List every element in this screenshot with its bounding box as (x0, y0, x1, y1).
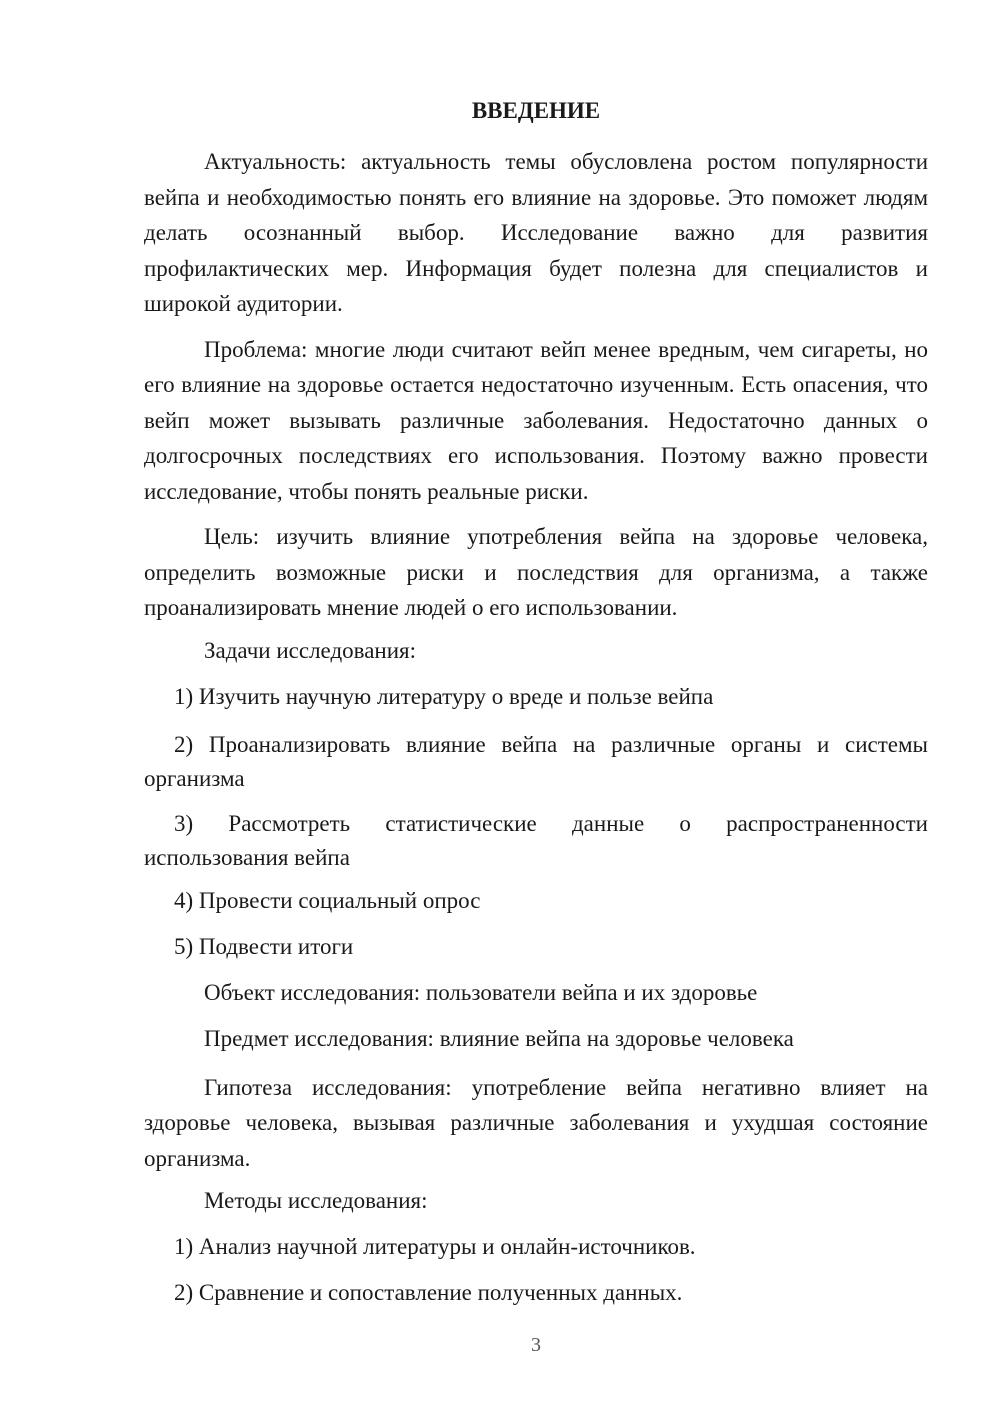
method-item: 2) Сравнение и сопоставление полученных данных. (174, 1280, 683, 1305)
task-item: 1) Изучить научную литературу о вреде и пользе вейпа (174, 683, 714, 709)
tasks-title: Задачи исследования: (204, 637, 417, 663)
subject-line: Предмет исследования: влияние вейпа на здоровье человека (204, 1025, 794, 1051)
methods-title: Методы исследования: (204, 1188, 428, 1213)
relevance-paragraph: Актуальность: актуальность темы обусловлена ростом популярности вейпа и необходимостью понять его влияние на здоровье. Это поможет людям делать осознанный выбор. Исследование важно для развития профилактических мер. Информация будет полезна для специалистов и широкой аудитории. (144, 149, 928, 316)
object-line: Объект исследования: пользователи вейпа и их здоровье (204, 979, 758, 1005)
task-item: 3) Рассмотреть статистические данные о распространенности использования вейпа (144, 810, 928, 870)
hypothesis-paragraph: Гипотеза исследования: употребление вейпа негативно влияет на здоровье человека, вызывая различные заболевания и ухудшая состояние организма. (144, 1074, 928, 1171)
page-number: 3 (531, 1334, 541, 1356)
task-item: 4) Провести социальный опрос (174, 887, 481, 913)
section-heading: ВВЕДЕНИЕ (471, 98, 601, 123)
problem-paragraph: Проблема: многие люди считают вейп менее вредным, чем сигареты, но его влияние на здоровье остается недостаточно изученным. Есть опасения, что вейп может вызывать различные заболевания. Недостаточно данных о долгосрочных последствиях его использования. Поэтому важно провести исследование, чтобы понять реальные риски. (144, 336, 928, 504)
page-body (144, 96, 928, 1324)
goal-paragraph: Цель: изучить влияние употребления вейпа на здоровье человека, определить возможные риски и последствия для организма, а также проанализировать мнение людей о его использовании. (144, 524, 928, 620)
task-item: 5) Подвести итоги (174, 933, 354, 959)
task-item: 2) Проанализировать влияние вейпа на различные органы и системы организма (144, 731, 928, 791)
method-item: 1) Анализ научной литературы и онлайн-источников. (174, 1234, 696, 1259)
